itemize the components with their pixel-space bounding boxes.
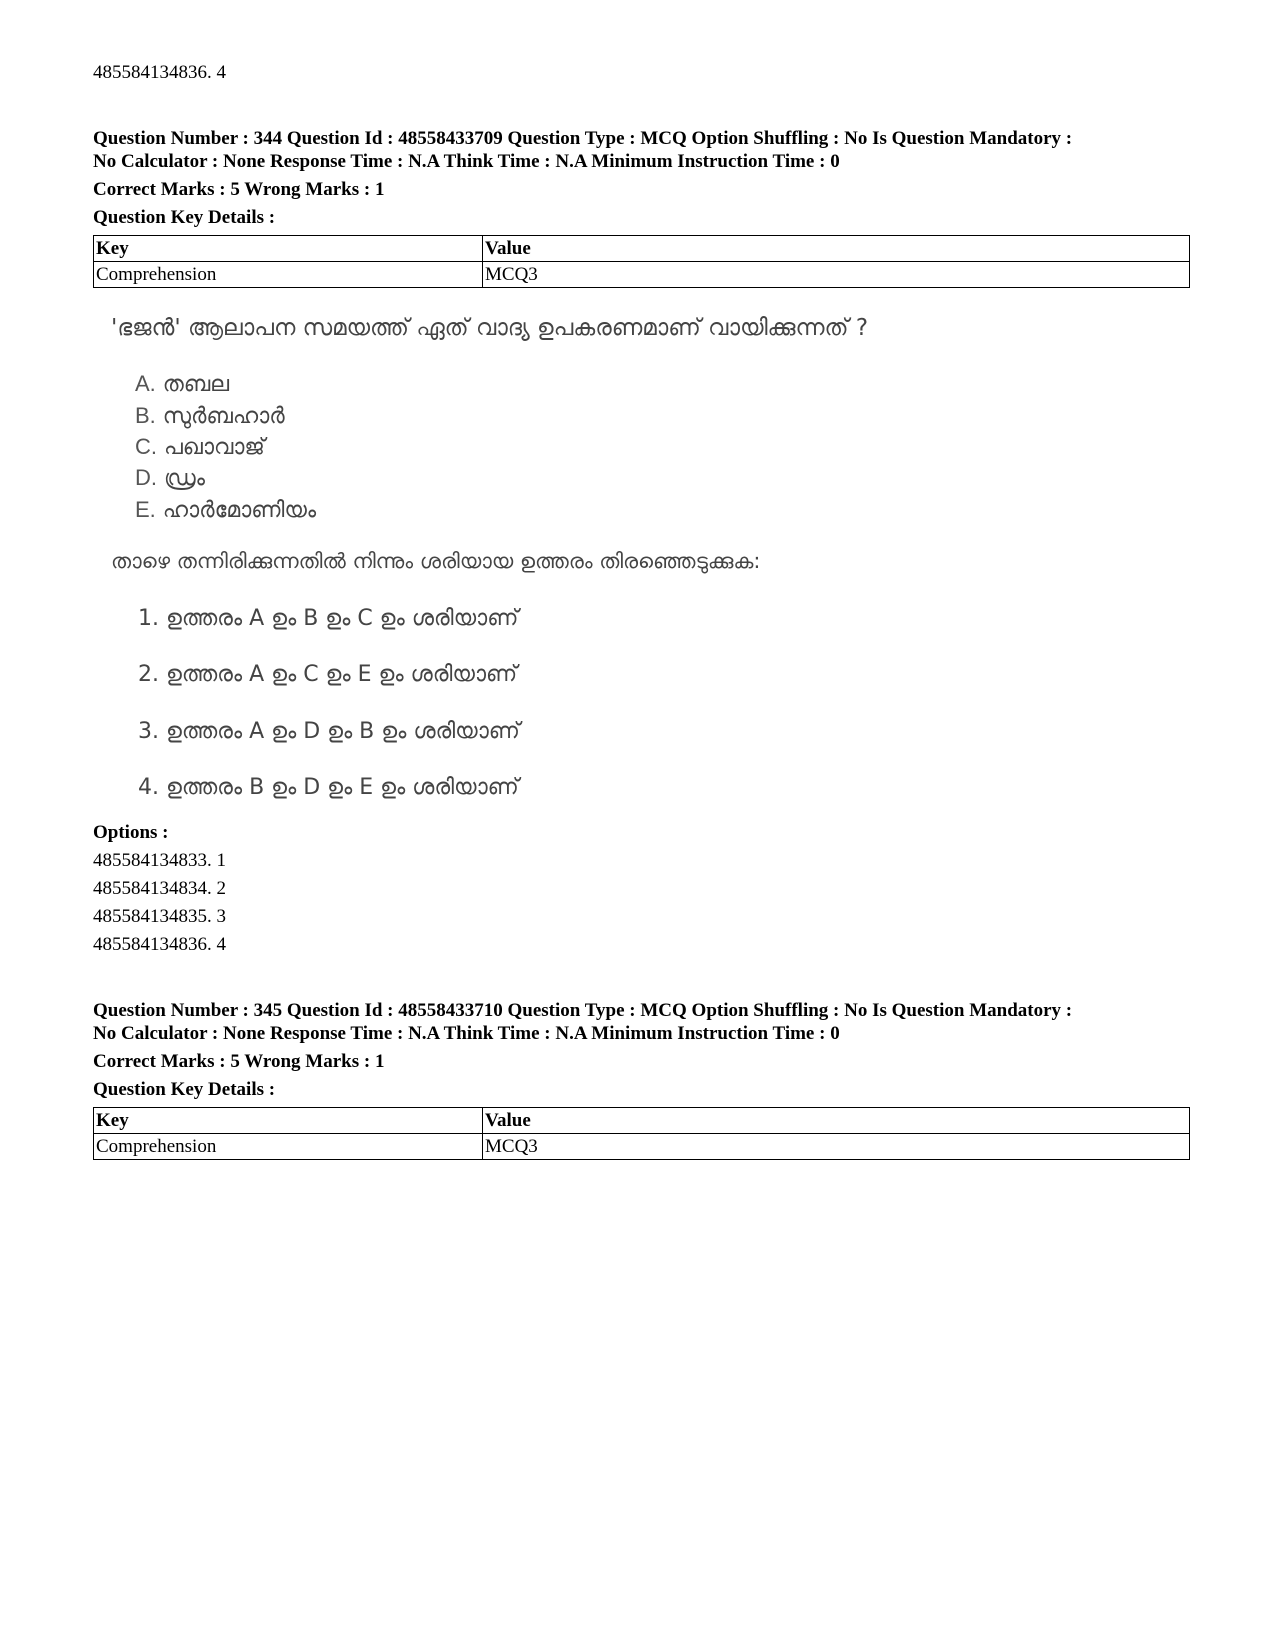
q344-header-line2: No Calculator : None Response Time : N.A Think Time : N.A Minimum Instruction Time : 0 <box>93 151 840 172</box>
table-header-key: Key <box>94 236 483 262</box>
q345-key-table <box>93 1107 1190 1160</box>
table-row <box>94 1134 1190 1160</box>
choice-letter: D. <box>135 465 157 490</box>
option-id-3: 485584134835. 3 <box>93 906 226 927</box>
choice-text: പഖാവാജ് <box>164 435 265 460</box>
choice-text: തബല <box>162 372 230 397</box>
table-header-value: Value <box>483 1108 1190 1134</box>
q344-options-label: Options : <box>93 822 169 843</box>
answer-2: 2. ഉത്തരം A ഉം C ഉം E ഉം ശരിയാണ് <box>138 662 518 687</box>
q344-key-table <box>93 235 1190 288</box>
q345-header-line2: No Calculator : None Response Time : N.A Think Time : N.A Minimum Instruction Time : 0 <box>93 1023 840 1044</box>
choice-text: ഹാർമോണിയം <box>162 498 317 523</box>
table-row <box>94 262 1190 288</box>
choice-d <box>135 465 205 491</box>
answer-1: 1. ഉത്തരം A ഉം B ഉം C ഉം ശരിയാണ് <box>138 606 519 631</box>
choice-letter: E. <box>135 497 156 522</box>
q344-instruction: താഴെ തന്നിരിക്കുന്നതിൽ നിന്നും ശരിയായ ഉത്തരം തിരഞ്ഞെടുക്കുക: <box>111 549 761 573</box>
table-header-key: Key <box>94 1108 483 1134</box>
choice-a <box>135 371 229 397</box>
previous-option-line: 485584134836. 4 <box>93 62 226 83</box>
choice-letter: B. <box>135 403 156 428</box>
table-header-value: Value <box>483 236 1190 262</box>
option-id-2: 485584134834. 2 <box>93 878 226 899</box>
choice-text: സുർബഹാർ <box>162 404 285 429</box>
answer-3: 3. ഉത്തരം A ഉം D ഉം B ഉം ശരിയാണ് <box>138 719 520 744</box>
q345-marks: Correct Marks : 5 Wrong Marks : 1 <box>93 1051 385 1072</box>
option-id-4: 485584134836. 4 <box>93 934 226 955</box>
q345-header-line1: Question Number : 345 Question Id : 48558433710 Question Type : MCQ Option Shuffling : No Is Question Mandatory : <box>93 1000 1073 1021</box>
option-id-1: 485584134833. 1 <box>93 850 226 871</box>
choice-e <box>135 497 316 523</box>
q344-header-line1: Question Number : 344 Question Id : 48558433709 Question Type : MCQ Option Shuffling : No Is Question Mandatory : <box>93 128 1073 149</box>
table-cell-value: MCQ3 <box>483 1134 1190 1160</box>
q344-question-text: 'ഭജൻ' ആലാപന സമയത്ത് ഏത് വാദ്യ ഉപകരണമാണ് വായിക്കുന്നത് ? <box>111 315 869 341</box>
choice-letter: A. <box>135 371 156 396</box>
q344-key-details-label: Question Key Details : <box>93 207 276 228</box>
choice-text: ഡ്രം <box>164 466 205 491</box>
table-cell-value: MCQ3 <box>483 262 1190 288</box>
table-cell-key: Comprehension <box>94 1134 483 1160</box>
table-row <box>94 236 1190 262</box>
table-cell-key: Comprehension <box>94 262 483 288</box>
choice-b <box>135 403 285 429</box>
choice-letter: C. <box>135 434 157 459</box>
choice-c <box>135 434 265 460</box>
answer-4: 4. ഉത്തരം B ഉം D ഉം E ഉം ശരിയാണ് <box>138 775 519 800</box>
q344-marks: Correct Marks : 5 Wrong Marks : 1 <box>93 179 385 200</box>
table-row <box>94 1108 1190 1134</box>
q345-key-details-label: Question Key Details : <box>93 1079 276 1100</box>
